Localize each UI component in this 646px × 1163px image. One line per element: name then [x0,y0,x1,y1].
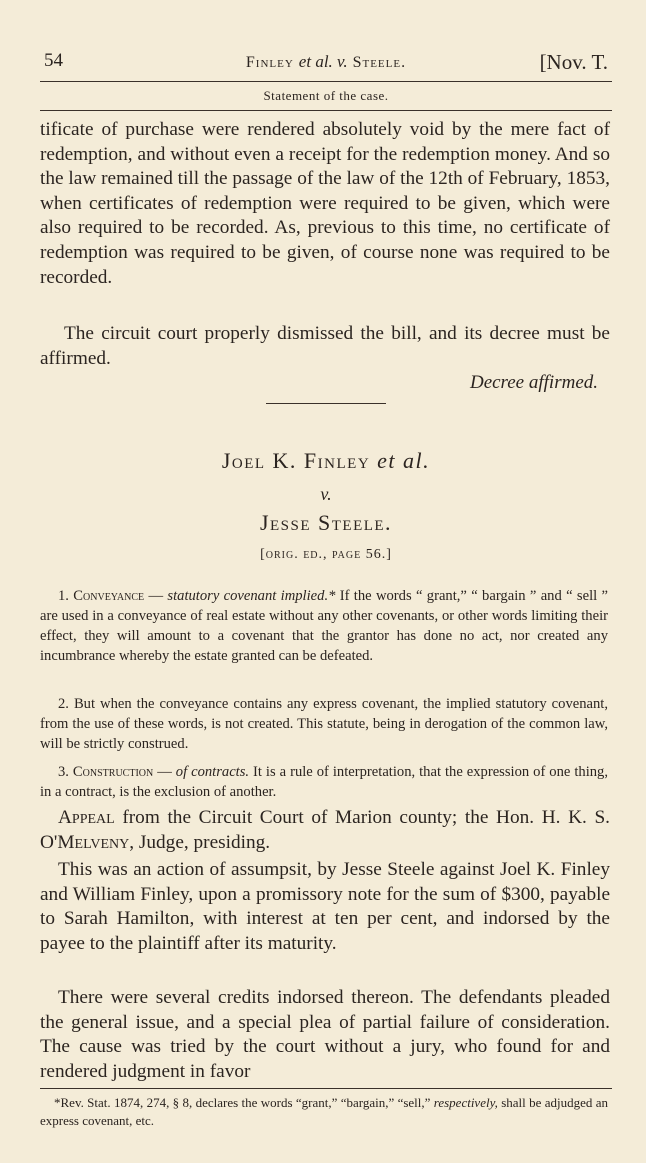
plaintiff-etal: et al. [370,448,431,473]
case-caption-plaintiff [40,448,612,474]
headnote-3-number: 3. [58,764,73,780]
headnote-1-number: 1. [58,588,74,604]
running-title-party2: Steele. [347,54,407,71]
headnote-1 [40,586,608,666]
statement-paragraph-1: This was an action of assumpsit, by Jesse Steele against Joel K. Finley and William Finley, upon a promissory note for the sum of $300, payable to Sarah Hamilton, with interest at ten per cent, and indorsed by the payee to the plaintiff after its maturity. [40,859,610,954]
running-title-etal: et al. v. [298,52,348,71]
headnote-3-dash: — [153,764,176,780]
subhead-rule [40,110,612,111]
footnote-italic: respectively, [433,1095,498,1110]
footnote-rule [40,1088,612,1089]
appeal-end: , Judge, presiding. [129,831,271,853]
case-caption-defendant: Jesse Steele. [259,510,393,535]
appeal-paragraph [40,806,610,855]
running-title-party: Finley [245,54,299,71]
term-label: [Nov. T. [539,50,608,74]
statement-paragraph-2: There were several credits indorsed thereon. The defendants pleaded the general issue, and a special plea of partial failure of consideration. The cause was tried by the court without a jury, who found for and rendered judgment in favor [40,987,610,1082]
appeal-court: from the Circuit Court of Marion county; the Hon. [114,807,542,828]
judge-name: H. K. S. O'Melveny [40,807,610,853]
headnote-1-dash: — [144,588,168,604]
header-rule [40,81,612,82]
footnote-text-end: shall be adjudged an express covenant, etc. [40,1095,608,1128]
headnote-3-title: Construction [72,764,154,780]
plaintiff-name: Joel K. Finley [221,448,371,473]
original-edition-ref: [orig. ed., page 56.] [260,547,392,562]
case-caption-versus: v. [320,484,332,504]
case-separator-rule [266,403,386,404]
statement-subhead: Statement of the case. [263,88,389,103]
appeal-word: Appeal [58,807,115,828]
running-title [40,52,612,72]
headnote-3 [40,762,608,802]
page-number: 54 [44,50,63,71]
headnote-3-text: It is a rule of interpretation, that the expression of one thing, in a contract, is the exclusion of another. [40,764,608,800]
decree-affirmed: Decree affirmed. [469,372,598,393]
headnote-1-topic: statutory covenant implied.* [167,588,336,604]
running-header [40,50,612,80]
footnote-text: *Rev. Stat. 1874, 274, § 8, declares the words “grant,” “bargain,” “sell,” [54,1095,434,1110]
headnote-3-topic: of contracts. [175,764,250,780]
headnote-1-text: If the words “ grant,” “ bargain ” and “ sell ” are used in a conveyance of real estate without any other covenants, or other words limiting their effect, they will amount to a covenant that the grantor has done no act, nor created any incumbrance whereby the estate granted can be defeated. [40,588,609,664]
footnote [40,1094,608,1130]
preceding-paragraph: tificate of purchase were rendered absolutely void by the mere fact of redemption, and without even a receipt for the redemption money. And so the law remained till the passage of the law of the 12th of February, 1853, when certificates of redemption were required to be given, which were also required to be recorded. As, previous to this time, no certificate of redemption was required to be given, of course none was required to be recorded. [40,119,610,288]
headnote-2: 2. But when the conveyance contains any express covenant, the implied statutory covenant, from the use of these words, is not created. This statute, being in derogation of the common law, will be strictly construed. [40,696,608,752]
preceding-conclusion: The circuit court properly dismissed the bill, and its decree must be affirmed. [40,323,610,369]
headnote-1-title: Conveyance [73,588,145,604]
